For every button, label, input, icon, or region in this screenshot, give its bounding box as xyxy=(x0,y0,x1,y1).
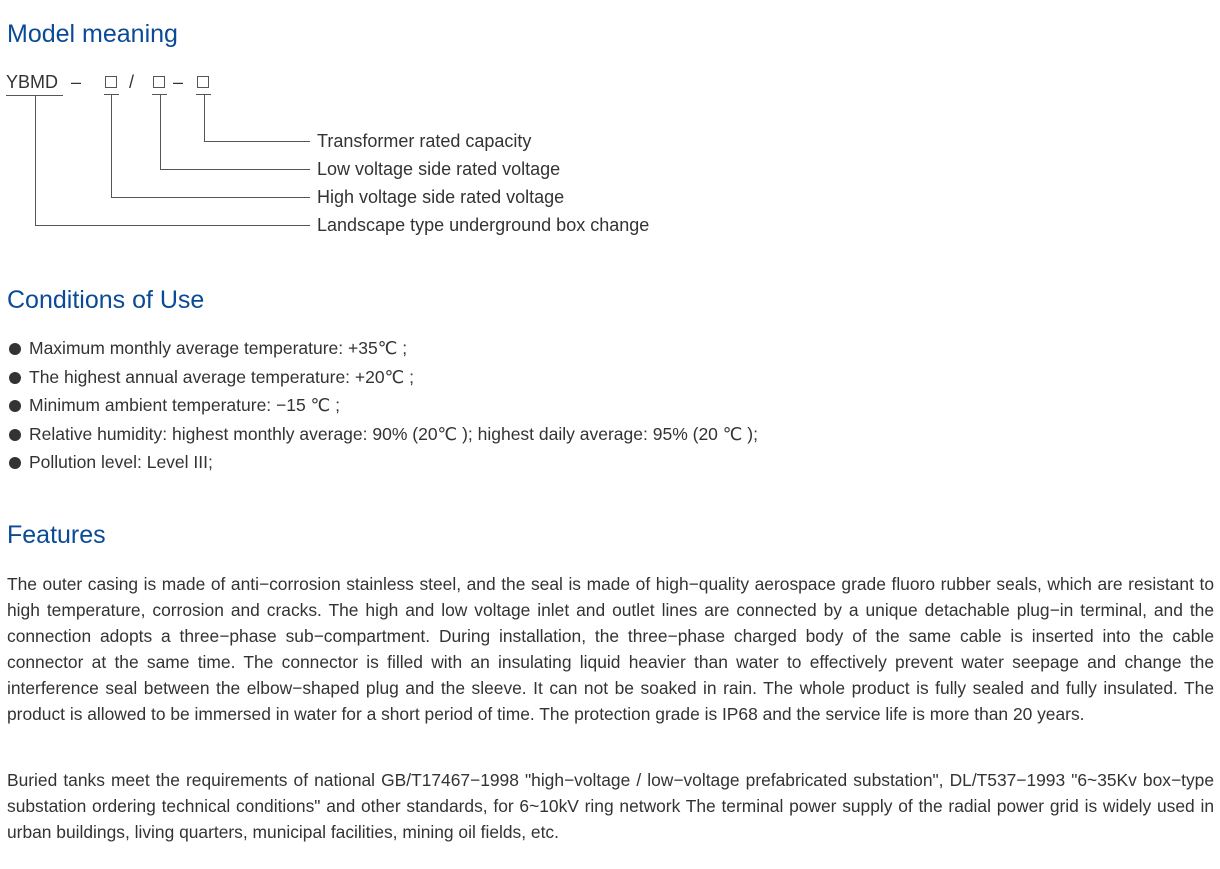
condition-text: The highest annual average temperature: +20℃ ; xyxy=(29,366,414,387)
model-diagram xyxy=(0,60,700,250)
features-heading: Features xyxy=(7,521,106,549)
label-low-voltage: Low voltage side rated voltage xyxy=(317,159,561,179)
model-dash-2: – xyxy=(173,72,184,92)
bullet-icon xyxy=(9,400,21,412)
connector-capacity-vertical xyxy=(204,95,205,141)
model-slash: / xyxy=(129,72,135,92)
connector-high-voltage-horizontal xyxy=(111,197,310,198)
label-type: Landscape type underground box change xyxy=(317,215,650,235)
connector-type-horizontal xyxy=(35,225,310,226)
connector-capacity-horizontal xyxy=(204,141,310,142)
features-paragraph-2: Buried tanks meet the requirements of national GB/T17467−1998 "high−voltage / low−voltage prefabricated substation", DL/T537−1993 "6~35Kv box−type substation ordering technical conditions" and other standards, for 6~10kV ring network The terminal power supply of the radial power grid is widely used in urban buildings, living quarters, municipal facilities, mining oil fields, etc. xyxy=(7,770,1214,842)
bullet-icon xyxy=(9,372,21,384)
condition-text: Maximum monthly average temperature: +35℃ ; xyxy=(29,338,408,358)
model-meaning-heading: Model meaning xyxy=(7,20,178,48)
list-item xyxy=(9,423,758,452)
list-item xyxy=(9,394,758,423)
model-placeholder-box-3 xyxy=(197,76,209,88)
label-transformer-capacity: Transformer rated capacity xyxy=(317,131,532,151)
connector-type-vertical xyxy=(35,95,36,225)
model-dash-1: – xyxy=(71,72,82,92)
bullet-icon xyxy=(9,429,21,441)
conditions-list xyxy=(9,337,758,480)
bullet-icon xyxy=(9,457,21,469)
condition-text: Minimum ambient temperature: −15 ℃ ; xyxy=(29,395,340,415)
list-item xyxy=(9,366,758,395)
connector-high-voltage-vertical xyxy=(111,95,112,197)
condition-text: Relative humidity: highest monthly average: 90% (20℃ ); highest daily average: 95% (20 ℃ ); xyxy=(29,423,758,444)
connector-low-voltage-vertical xyxy=(160,95,161,169)
model-code: YBMD xyxy=(6,72,59,92)
model-placeholder-box-1 xyxy=(105,76,117,88)
bullet-icon xyxy=(9,343,21,355)
features-paragraph-1: The outer casing is made of anti−corrosion stainless steel, and the seal is made of high−quality aerospace grade fluoro rubber seals, which are resistant to high temperature, corrosion and cracks. The high and low voltage inlet and outlet lines are connected by a unique detachable plug−in terminal, and the connection adopts a three−phase sub−compartment. During installation, the three−phase charged body of the same cable is inserted into the cable connector at the same time. The connector is filled with an insulating liquid heavier than water to effectively prevent water seepage and change the interference seal between the elbow−shaped plug and the sleeve. It can not be soaked in rain. The whole product is fully sealed and fully insulated. The product is allowed to be immersed in water for a short period of time. The protection grade is IP68 and the service life is more than 20 years. xyxy=(7,574,1214,724)
list-item xyxy=(9,451,758,480)
label-high-voltage: High voltage side rated voltage xyxy=(317,187,565,207)
connector-low-voltage-horizontal xyxy=(160,169,310,170)
condition-text: Pollution level: Level III; xyxy=(29,452,213,472)
list-item xyxy=(9,337,758,366)
model-placeholder-box-2 xyxy=(153,76,165,88)
conditions-heading: Conditions of Use xyxy=(7,286,205,314)
